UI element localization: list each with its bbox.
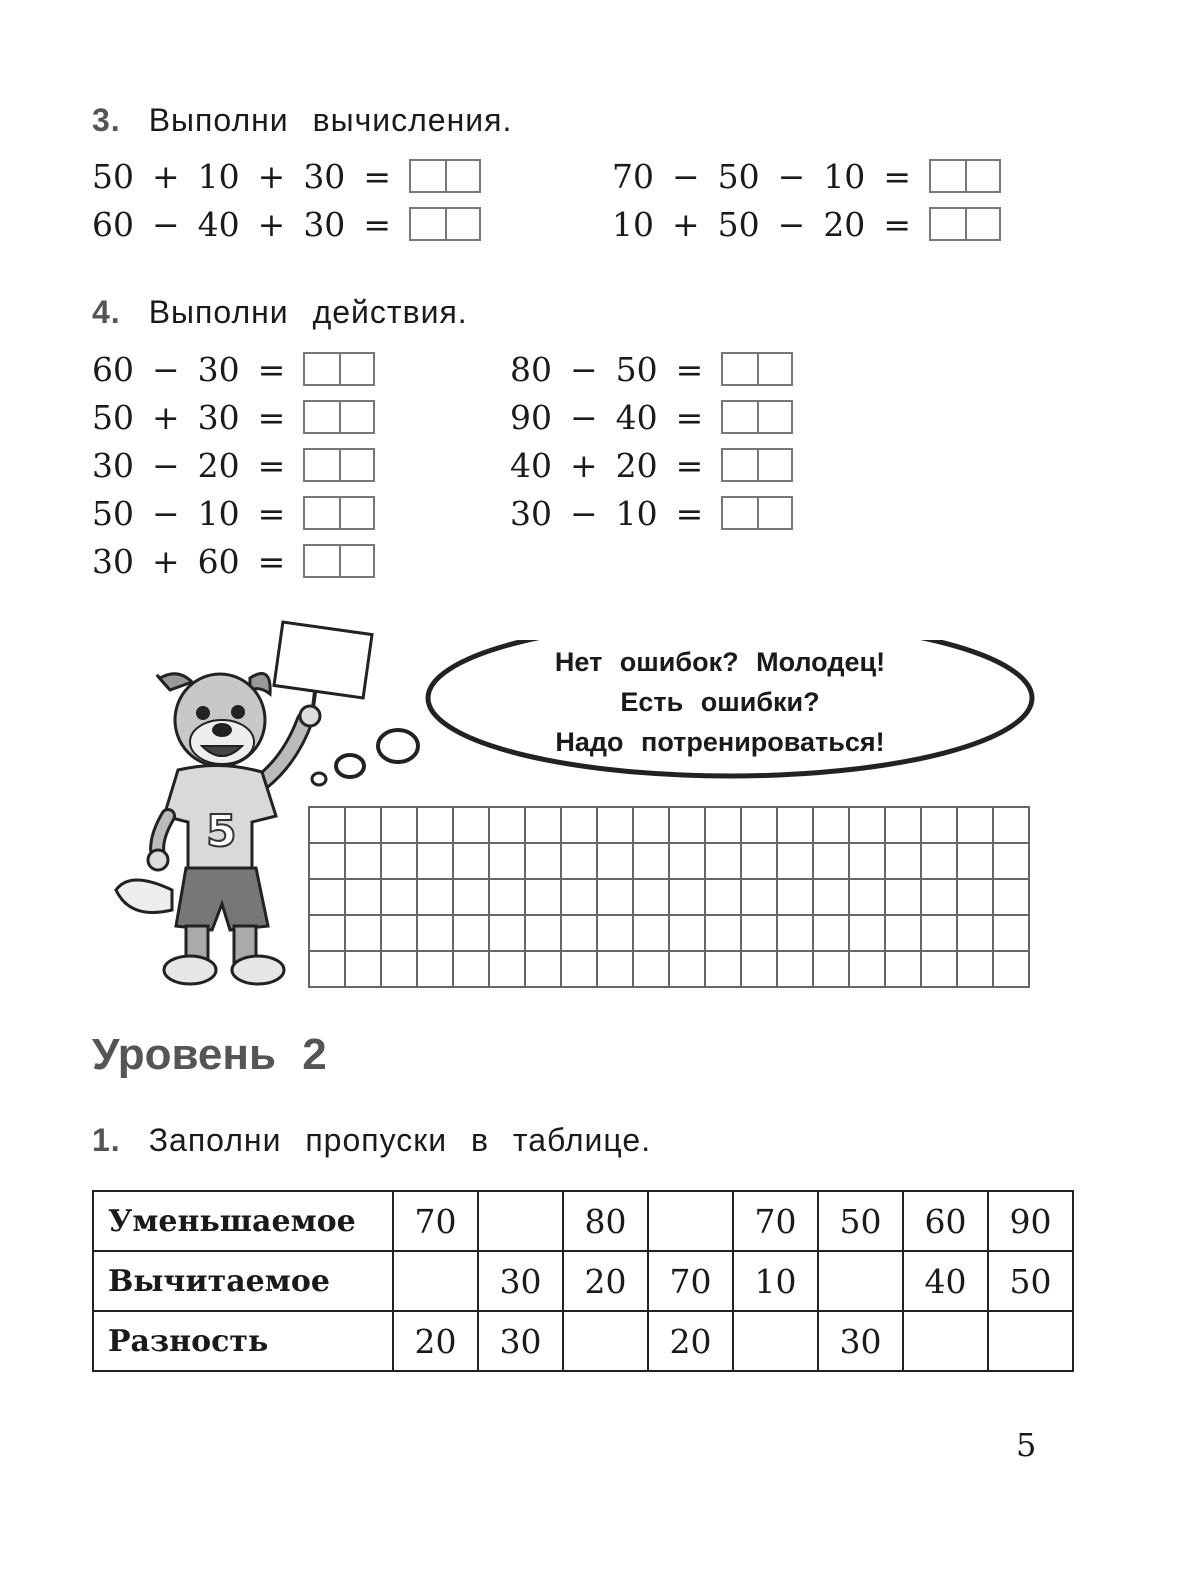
grid-cell[interactable] xyxy=(346,844,382,880)
operand: 10 xyxy=(197,493,240,533)
grid-cell[interactable] xyxy=(814,916,850,952)
operand: 30 xyxy=(92,445,134,485)
grid-cell[interactable] xyxy=(886,844,922,880)
operand: 40 xyxy=(510,445,552,485)
table-cell[interactable] xyxy=(393,1251,478,1311)
answer-box[interactable] xyxy=(303,352,375,386)
operator: + xyxy=(152,156,180,196)
shirt-number: 5 xyxy=(206,806,237,857)
operator: − xyxy=(152,349,180,389)
task4-equation xyxy=(510,441,793,489)
grid-cell[interactable] xyxy=(454,808,490,844)
grid-cell[interactable] xyxy=(346,916,382,952)
equals-sign: = xyxy=(883,204,911,244)
operator: + xyxy=(257,204,286,244)
grid-cell[interactable] xyxy=(382,844,418,880)
grid-cell[interactable] xyxy=(634,916,670,952)
table-cell[interactable]: 30 xyxy=(478,1251,563,1311)
operand: 10 xyxy=(197,156,240,196)
grid-cell[interactable] xyxy=(922,952,958,988)
equals-sign: = xyxy=(675,397,704,437)
task4-equation xyxy=(92,537,375,585)
operand: 60 xyxy=(92,204,134,244)
operand: 30 xyxy=(303,204,346,244)
answer-box[interactable] xyxy=(303,544,375,578)
grid-cell[interactable] xyxy=(994,916,1030,952)
grid-cell[interactable] xyxy=(598,880,634,916)
equals-sign: = xyxy=(675,493,704,533)
grid-cell[interactable] xyxy=(706,844,742,880)
grid-cell[interactable] xyxy=(562,844,598,880)
operator: + xyxy=(152,541,180,581)
grid-cell[interactable] xyxy=(346,808,382,844)
grid-cell[interactable] xyxy=(598,952,634,988)
operand: 10 xyxy=(615,493,658,533)
table-cell[interactable]: 70 xyxy=(648,1251,733,1311)
operator: − xyxy=(777,204,806,244)
grid-cell[interactable] xyxy=(814,844,850,880)
subtraction-table xyxy=(92,1190,1074,1372)
answer-box[interactable] xyxy=(303,496,375,530)
grid-cell[interactable] xyxy=(886,952,922,988)
table-cell[interactable] xyxy=(903,1311,988,1371)
grid-cell[interactable] xyxy=(454,880,490,916)
operand: 30 xyxy=(303,156,346,196)
operand: 30 xyxy=(510,493,552,533)
operand: 10 xyxy=(823,156,866,196)
operand: 40 xyxy=(197,204,240,244)
grid-cell[interactable] xyxy=(922,844,958,880)
grid-cell[interactable] xyxy=(310,808,346,844)
grid-cell[interactable] xyxy=(454,844,490,880)
task3-left-column xyxy=(92,154,481,246)
answer-box[interactable] xyxy=(721,352,793,386)
task4-title xyxy=(92,294,468,331)
grid-cell[interactable] xyxy=(418,844,454,880)
grid-cell[interactable] xyxy=(994,808,1030,844)
operand: 90 xyxy=(510,397,552,437)
table-cell[interactable]: 30 xyxy=(818,1311,903,1371)
task3-text: Выполни вычисления. xyxy=(148,102,513,138)
operand: 30 xyxy=(197,397,240,437)
grid-cell[interactable] xyxy=(994,844,1030,880)
grid-cell[interactable] xyxy=(850,952,886,988)
operator: + xyxy=(570,445,598,485)
grid-cell[interactable] xyxy=(526,880,562,916)
grid-cell[interactable] xyxy=(382,880,418,916)
task4-equation xyxy=(510,489,793,537)
grid-cell[interactable] xyxy=(634,808,670,844)
grid-cell[interactable] xyxy=(418,952,454,988)
grid-cell[interactable] xyxy=(922,880,958,916)
table-cell[interactable] xyxy=(818,1251,903,1311)
task4-equation xyxy=(92,393,375,441)
grid-cell[interactable] xyxy=(994,880,1030,916)
grid-cell[interactable] xyxy=(922,808,958,844)
task4-equation xyxy=(510,345,793,393)
task4-number: 4. xyxy=(92,294,121,330)
task3-right-column xyxy=(612,154,1001,246)
grid-cell[interactable] xyxy=(562,916,598,952)
operand: 50 xyxy=(92,493,134,533)
grid-cell[interactable] xyxy=(598,808,634,844)
grid-cell[interactable] xyxy=(382,952,418,988)
grid-cell[interactable] xyxy=(526,952,562,988)
equals-sign: = xyxy=(257,445,286,485)
grid-cell[interactable] xyxy=(814,952,850,988)
table-cell[interactable]: 70 xyxy=(393,1191,478,1251)
table-cell[interactable] xyxy=(478,1191,563,1251)
grid-cell[interactable] xyxy=(382,916,418,952)
operand: 50 xyxy=(717,156,760,196)
task4-text: Выполни действия. xyxy=(148,294,468,330)
grid-cell[interactable] xyxy=(742,880,778,916)
grid-cell[interactable] xyxy=(526,844,562,880)
grid-cell[interactable] xyxy=(814,808,850,844)
grid-cell[interactable] xyxy=(562,880,598,916)
practice-grid[interactable] xyxy=(308,806,1030,988)
grid-cell[interactable] xyxy=(886,916,922,952)
grid-cell[interactable] xyxy=(454,952,490,988)
task4-equation xyxy=(92,441,375,489)
grid-cell[interactable] xyxy=(562,952,598,988)
equals-sign: = xyxy=(675,349,704,389)
grid-cell[interactable] xyxy=(418,880,454,916)
operand: 30 xyxy=(92,541,134,581)
row-label: Разность xyxy=(93,1311,393,1371)
answer-box[interactable] xyxy=(929,207,1001,241)
operator: − xyxy=(152,493,180,533)
table-cell[interactable] xyxy=(648,1191,733,1251)
table-cell[interactable]: 20 xyxy=(563,1251,648,1311)
grid-cell[interactable] xyxy=(706,808,742,844)
grid-cell[interactable] xyxy=(706,880,742,916)
bubble-message xyxy=(470,642,970,762)
task3-title xyxy=(92,102,512,139)
operand: 10 xyxy=(612,204,654,244)
grid-cell[interactable] xyxy=(670,808,706,844)
table-cell[interactable]: 50 xyxy=(818,1191,903,1251)
grid-cell[interactable] xyxy=(994,952,1030,988)
grid-cell[interactable] xyxy=(778,880,814,916)
grid-cell[interactable] xyxy=(526,808,562,844)
operand: 80 xyxy=(510,349,552,389)
grid-cell[interactable] xyxy=(922,916,958,952)
bubble-line: Нет ошибок? Молодец! xyxy=(554,647,886,677)
operand: 30 xyxy=(197,349,240,389)
grid-cell[interactable] xyxy=(562,808,598,844)
task4-equation xyxy=(510,393,793,441)
table-cell[interactable]: 80 xyxy=(563,1191,648,1251)
answer-box[interactable] xyxy=(721,400,793,434)
equals-sign: = xyxy=(363,204,391,244)
grid-cell[interactable] xyxy=(778,916,814,952)
task3-equation xyxy=(92,202,481,246)
answer-box[interactable] xyxy=(303,400,375,434)
operator: − xyxy=(152,204,180,244)
grid-cell[interactable] xyxy=(958,808,994,844)
grid-cell[interactable] xyxy=(778,808,814,844)
operand: 20 xyxy=(823,204,866,244)
grid-cell[interactable] xyxy=(634,880,670,916)
grid-cell[interactable] xyxy=(958,916,994,952)
answer-box[interactable] xyxy=(303,448,375,482)
operand: 50 xyxy=(615,349,658,389)
answer-box[interactable] xyxy=(409,207,481,241)
operand: 20 xyxy=(615,445,658,485)
page-number: 5 xyxy=(1016,1426,1037,1464)
answer-box[interactable] xyxy=(721,496,793,530)
operand: 50 xyxy=(92,397,134,437)
row-label: Вычитаемое xyxy=(93,1251,393,1311)
operand: 40 xyxy=(615,397,658,437)
operand: 70 xyxy=(612,156,654,196)
table-row xyxy=(93,1311,1073,1371)
grid-cell[interactable] xyxy=(490,808,526,844)
grid-cell[interactable] xyxy=(850,880,886,916)
equals-sign: = xyxy=(257,349,286,389)
grid-cell[interactable] xyxy=(598,844,634,880)
answer-box[interactable] xyxy=(721,448,793,482)
grid-cell[interactable] xyxy=(634,844,670,880)
answer-box[interactable] xyxy=(929,159,1001,193)
table-cell[interactable] xyxy=(988,1311,1073,1371)
table-row xyxy=(93,1251,1073,1311)
operator: − xyxy=(152,445,180,485)
operator: − xyxy=(570,397,598,437)
grid-cell[interactable] xyxy=(850,844,886,880)
grid-cell[interactable] xyxy=(670,916,706,952)
grid-cell[interactable] xyxy=(490,952,526,988)
equals-sign: = xyxy=(257,541,286,581)
table-cell[interactable]: 20 xyxy=(393,1311,478,1371)
task4-equation xyxy=(92,345,375,393)
grid-cell[interactable] xyxy=(598,916,634,952)
operator: − xyxy=(570,349,598,389)
grid-cell[interactable] xyxy=(526,916,562,952)
table-cell[interactable] xyxy=(563,1311,648,1371)
table-cell[interactable]: 30 xyxy=(478,1311,563,1371)
grid-cell[interactable] xyxy=(670,952,706,988)
grid-cell[interactable] xyxy=(418,808,454,844)
equals-sign: = xyxy=(675,445,704,485)
grid-cell[interactable] xyxy=(742,952,778,988)
grid-cell[interactable] xyxy=(310,916,346,952)
grid-cell[interactable] xyxy=(886,880,922,916)
task3-equation xyxy=(612,202,1001,246)
equals-sign: = xyxy=(257,397,286,437)
grid-cell[interactable] xyxy=(382,808,418,844)
operand: 60 xyxy=(92,349,134,389)
grid-cell[interactable] xyxy=(310,844,346,880)
grid-cell[interactable] xyxy=(850,808,886,844)
grid-cell[interactable] xyxy=(634,952,670,988)
operator: + xyxy=(672,204,700,244)
operator: + xyxy=(152,397,180,437)
bubble-line: Есть ошибки? xyxy=(620,687,820,717)
operand: 50 xyxy=(92,156,134,196)
operator: − xyxy=(570,493,598,533)
grid-cell[interactable] xyxy=(490,916,526,952)
grid-cell[interactable] xyxy=(346,880,382,916)
row-label: Уменьшаемое xyxy=(93,1191,393,1251)
operator: − xyxy=(672,156,700,196)
operator: + xyxy=(257,156,286,196)
grid-cell[interactable] xyxy=(670,844,706,880)
table-cell[interactable]: 90 xyxy=(988,1191,1073,1251)
level-title: Уровень 2 xyxy=(92,1030,327,1079)
equals-sign: = xyxy=(363,156,391,196)
grid-cell[interactable] xyxy=(454,916,490,952)
bubble-line: Надо потренироваться! xyxy=(555,727,885,757)
equals-sign: = xyxy=(257,493,286,533)
grid-cell[interactable] xyxy=(850,916,886,952)
task3-equation xyxy=(92,154,481,198)
table-cell[interactable]: 50 xyxy=(988,1251,1073,1311)
grid-cell[interactable] xyxy=(310,952,346,988)
table-cell[interactable]: 20 xyxy=(648,1311,733,1371)
table-cell[interactable] xyxy=(733,1311,818,1371)
grid-cell[interactable] xyxy=(706,916,742,952)
task4-left-column xyxy=(92,345,375,585)
task3-number: 3. xyxy=(92,102,121,138)
equals-sign: = xyxy=(883,156,911,196)
grid-cell[interactable] xyxy=(742,844,778,880)
level-task1-text: Заполни пропуски в таблице. xyxy=(148,1122,652,1158)
task4-right-column xyxy=(510,345,793,537)
grid-cell[interactable] xyxy=(958,952,994,988)
level-task1-title xyxy=(92,1122,651,1159)
operand: 20 xyxy=(197,445,240,485)
grid-cell[interactable] xyxy=(886,808,922,844)
table-cell[interactable]: 10 xyxy=(733,1251,818,1311)
table-cell[interactable]: 40 xyxy=(903,1251,988,1311)
operand: 60 xyxy=(197,541,240,581)
operator: − xyxy=(777,156,806,196)
grid-cell[interactable] xyxy=(742,916,778,952)
grid-cell[interactable] xyxy=(778,952,814,988)
grid-cell[interactable] xyxy=(346,952,382,988)
grid-cell[interactable] xyxy=(742,808,778,844)
grid-cell[interactable] xyxy=(958,844,994,880)
grid-cell[interactable] xyxy=(670,880,706,916)
table-row xyxy=(93,1191,1073,1251)
table-cell[interactable]: 60 xyxy=(903,1191,988,1251)
operand: 50 xyxy=(717,204,760,244)
grid-cell[interactable] xyxy=(490,844,526,880)
answer-box[interactable] xyxy=(409,159,481,193)
grid-cell[interactable] xyxy=(490,880,526,916)
table-cell[interactable]: 70 xyxy=(733,1191,818,1251)
grid-cell[interactable] xyxy=(418,916,454,952)
level-task1-number: 1. xyxy=(92,1122,121,1158)
grid-cell[interactable] xyxy=(778,844,814,880)
task3-equation xyxy=(612,154,1001,198)
grid-cell[interactable] xyxy=(814,880,850,916)
grid-cell[interactable] xyxy=(310,880,346,916)
grid-cell[interactable] xyxy=(706,952,742,988)
grid-cell[interactable] xyxy=(958,880,994,916)
task4-equation xyxy=(92,489,375,537)
